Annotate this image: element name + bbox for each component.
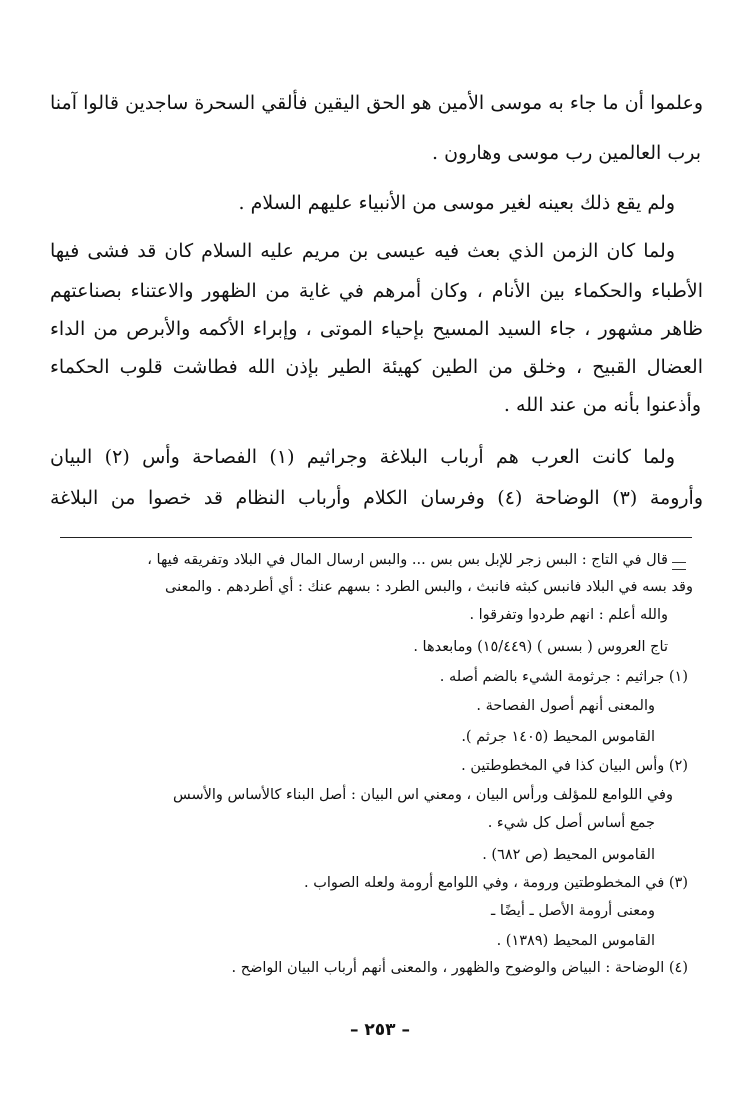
footnote-line-15: (٤) الوضاحة : البياض والوضوح والظهور ، والمعنى أنهم أرباب البيان الواضح . (231, 960, 688, 976)
body-line-2: برب العالمين رب موسى وهارون . (432, 142, 701, 164)
body-line-10: وأرومة (٣) الوضاحة (٤) وفرسان الكلام وأرباب النظام قد خصوا من البلاغة (50, 487, 703, 509)
footnote-line-10: جمع أساس أصل كل شيء . (487, 815, 655, 831)
footnote-line-13: ومعنى أرومة الأصل ـ أيضًا ـ (491, 903, 655, 919)
footnote-line-11: القاموس المحيط (ص ٦٨٢) . (482, 847, 655, 863)
body-line-4: ولما كان الزمن الذي بعث فيه عيسى بن مريم عليه السلام كان قد فشى فيها (50, 240, 675, 262)
body-line-1: وعلموا أن ما جاء به موسى الأمين هو الحق اليقين فألقي السحرة ساجدين قالوا آمنا (50, 92, 703, 114)
footnote-line-14: القاموس المحيط (١٣٨٩) . (496, 933, 655, 949)
body-line-9: ولما كانت العرب هم أرباب البلاغة وجراثيم (١) الفصاحة وأس (٢) البيان (50, 446, 676, 468)
footnote-separator (60, 537, 692, 538)
footnote-line-6: والمعنى أنهم أصول الفصاحة . (476, 698, 655, 714)
footnote-line-12: (٣) في المخطوطتين ورومة ، وفي اللوامع أرومة ولعله الصواب . (304, 875, 688, 891)
footnote-line-4: تاج العروس ( بسس ) (١٥/٤٤٩) ومابعدها . (413, 639, 668, 655)
footnote-line-3: والله أعلم : انهم طردوا وتفرقوا . (469, 607, 668, 623)
footnote-line-2: وقد بسه في البلاد فانبس كبثه فانبث ، والبس الطرد : بسهم عنك : أي أطردهم . والمعنى (165, 579, 693, 595)
body-line-8: وأذعنوا بأنه من عند الله . (503, 394, 701, 416)
footnote-line-5: (١) جراثيم : جرثومة الشيء بالضم أصله . (439, 669, 688, 685)
body-line-6: ظاهر مشهور ، جاء السيد المسيح بإحياء الموتى ، وإبراء الأكمه والأبرص من الداء (50, 318, 703, 340)
footnote-line-8: (٢) وأس البيان كذا في المخطوطتين . (461, 758, 688, 774)
footnote-line-7: القاموس المحيط (١٤٠٥ جرثم ). (461, 729, 655, 745)
margin-mark (672, 562, 686, 570)
body-line-7: العضال القبيح ، وخلق من الطين كهيئة الطير بإذن الله فطاشت قلوب الحكماء (50, 356, 703, 378)
page-number: – ٢٥٣ – (350, 1020, 410, 1040)
footnote-line-9: وفي اللوامع للمؤلف ورأس البيان ، ومعني اس البيان : أصل البناء كالأساس والأسس (172, 787, 673, 803)
footnote-line-1: قال في التاج : البس زجر للإبل بس بس ... والبس ارسال المال في البلاد وتفريقه فيها ، (147, 552, 668, 568)
body-line-3: ولم يقع ذلك بعينه لغير موسى من الأنبياء عليهم السلام . (238, 192, 675, 214)
body-line-5: الأطباء والحكماء بين الأنام ، وكان أمرهم في غاية من الظهور والاعتناء بصناعتهم (50, 280, 703, 302)
